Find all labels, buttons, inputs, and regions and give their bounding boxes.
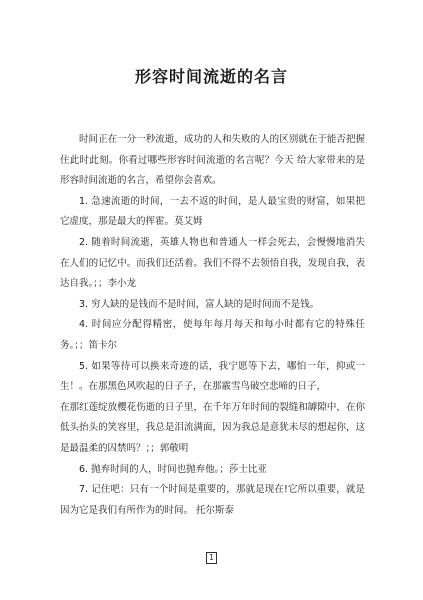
page-footer [0,552,423,564]
quote-paragraph-5-continued: 在那红莲绽放樱花伤逝的日子里，在千年万年时间的裂缝和罅隙中，在你低头抬头的笑容里，我总是泪流满面，因为我总是意犹未尽的想起你，这是最温柔的囚禁吗？；；郭敬明 [60,401,365,454]
quote-paragraph-4: 4. 时间应分配得精密，使每年每月每天和每小时都有它的特殊任务。；；笛卡尔 [60,319,365,351]
quote-paragraph-2: 2. 随着时间流逝，英雄人物也和普通人一样会死去，会慢慢地消失在人们的记忆中。而我们还活着。我们不得不去领悟自我，发现自我，表达自我。；；李小龙 [60,236,365,290]
page-title: 形容时间流逝的名言 [134,67,288,86]
quote-paragraph-6: 6. 抛弃时间的人，时间也抛弃他。；莎士比亚 [79,463,267,475]
quote-paragraph-7: 7. 记住吧：只有一个时间是重要的，那就是现在!它所以重要，就是因为它是我们有所作为的时间。 托尔斯泰 [60,484,365,516]
quote-paragraph-3: 3. 穷人缺的是钱而不是时间，富人缺的是时间而不是钱。 [79,298,320,310]
page-number: 1 [206,552,217,564]
quote-paragraph-1: 1. 急速流逝的时间，一去不返的时间，是人最宝贵的财富，如果把它虚度，那是最大的挥霍。莫艾姆 [60,195,365,228]
quote-paragraph-5: 5. 如果等待可以换来奇迹的话，我宁愿等下去，哪怕一年，抑或一生！。在那黑色风吹起的日子子，在那霰雪鸟破空悲啼的日子， [60,360,365,393]
intro-paragraph: 时间正在一分一秒流逝，成功的人和失败的人的区别就在于能否把握住此时此刻。你看过哪些形容时间流逝的名言呢？今天 给大家带来的是形容时间流逝的名言，希望你会喜欢。 [60,134,365,187]
article-body [60,130,365,521]
